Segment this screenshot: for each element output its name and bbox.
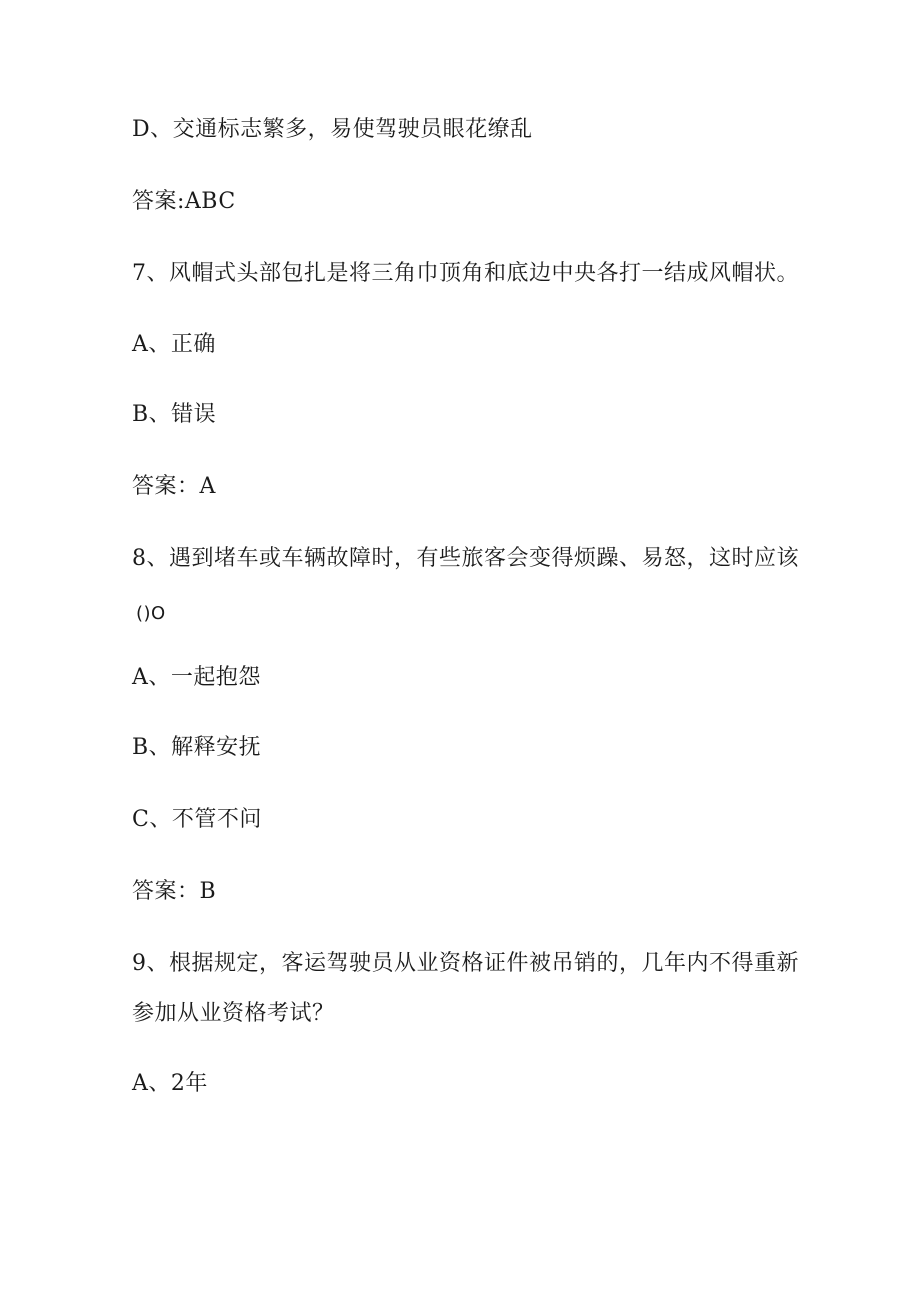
q6-answer: 答案:ABC — [132, 189, 236, 214]
q7-question: 7、风帽式头部包扎是将三角巾顶角和底边中央各打一结成风帽状。 — [132, 261, 799, 286]
q7-option-a: A、正确 — [132, 332, 216, 357]
q8-option-c: C、不管不问 — [132, 807, 262, 832]
q7-answer: 答案：A — [132, 474, 216, 499]
q9-option-a: A、2年 — [132, 1071, 208, 1096]
q8-question-line1: 8、遇到堵车或车辆故障时，有些旅客会变得烦躁、易怒，这时应该 — [132, 546, 799, 571]
q8-answer: 答案：B — [132, 879, 217, 904]
q9-question-line2: 参加从业资格考试？ — [132, 1001, 335, 1026]
q8-option-a: A、一起抱怨 — [132, 665, 261, 690]
q6-option-d: D、交通标志繁多，易使驾驶员眼花缭乱 — [132, 117, 533, 142]
q8-question-line2: ()O — [136, 603, 166, 624]
q8-option-b: B、解释安抚 — [132, 735, 262, 760]
q7-option-b: B、错误 — [132, 402, 217, 427]
q9-question-line1: 9、根据规定，客运驾驶员从业资格证件被吊销的，几年内不得重新 — [132, 951, 799, 976]
